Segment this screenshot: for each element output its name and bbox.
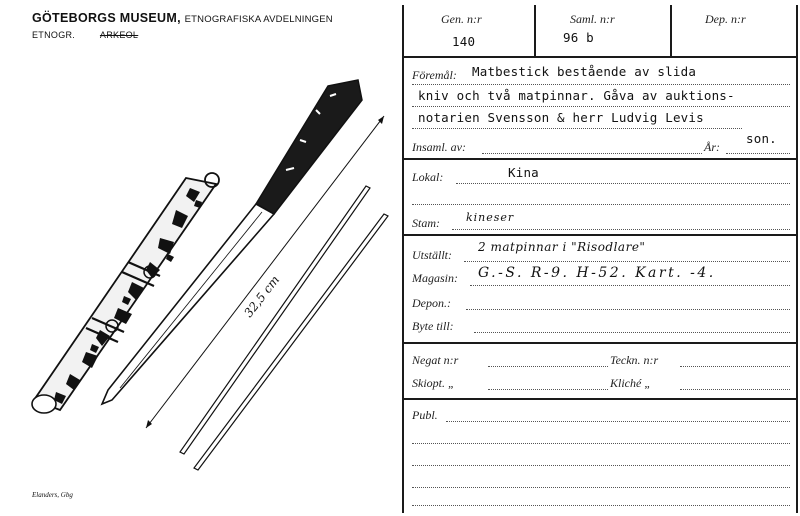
rule bbox=[464, 261, 790, 262]
gen-label: Gen. n:r bbox=[441, 12, 482, 26]
foremal-line-4: son. bbox=[746, 131, 777, 146]
lokal-label: Lokal: bbox=[412, 170, 444, 184]
card-border-left bbox=[402, 5, 404, 513]
utstallt-value: 2 matpinnar i "Risodlare" bbox=[478, 240, 646, 254]
stam-value: kineser bbox=[466, 211, 515, 224]
stam-label: Stam: bbox=[412, 216, 440, 230]
skiopt-label: Skiopt. „ bbox=[412, 376, 455, 390]
rule bbox=[680, 389, 790, 390]
kliche-label: Kliché „ bbox=[610, 376, 651, 390]
rule bbox=[452, 229, 790, 230]
knife-drawing bbox=[102, 80, 362, 404]
negat-label: Negat n:r bbox=[412, 353, 459, 367]
teckn-label: Teckn. n:r bbox=[610, 353, 659, 367]
lokal-value: Kina bbox=[508, 165, 539, 180]
chopsticks-drawing bbox=[180, 186, 388, 470]
depon-label: Depon.: bbox=[412, 296, 451, 310]
rule bbox=[412, 443, 790, 444]
rule bbox=[456, 183, 790, 184]
utstallt-label: Utställt: bbox=[412, 248, 453, 262]
foremal-line-1: Matbestick bestående av slida bbox=[472, 64, 697, 79]
foremal-label: Föremål: bbox=[412, 68, 457, 82]
rule bbox=[488, 366, 608, 367]
publ-label: Publ. bbox=[412, 408, 438, 422]
rule bbox=[412, 106, 790, 107]
rule bbox=[680, 366, 790, 367]
department-struck: ARKEOL bbox=[99, 30, 139, 40]
ar-label: År: bbox=[704, 140, 720, 154]
gen-divider bbox=[534, 5, 536, 57]
rule bbox=[412, 84, 790, 85]
rule bbox=[482, 153, 702, 154]
rule bbox=[488, 389, 608, 390]
museum-name: GÖTEBORGS MUSEUM, bbox=[32, 11, 181, 25]
rule-1 bbox=[402, 158, 798, 160]
magasin-label: Magasin: bbox=[412, 271, 458, 285]
saml-divider bbox=[670, 5, 672, 57]
rule-3 bbox=[402, 342, 798, 344]
rule-4 bbox=[402, 398, 798, 400]
rule bbox=[412, 204, 790, 205]
foremal-line-2: kniv och två matpinnar. Gåva av auktions- bbox=[418, 88, 735, 103]
rule bbox=[474, 332, 790, 333]
rule bbox=[412, 487, 790, 488]
saml-value: 96 b bbox=[563, 30, 594, 45]
rule bbox=[412, 505, 790, 506]
card-border-right bbox=[796, 5, 798, 513]
header-rule bbox=[402, 56, 798, 58]
department-name: ETNOGRAFISKA AVDELNINGEN bbox=[184, 14, 333, 25]
rule bbox=[726, 153, 790, 154]
byte-label: Byte till: bbox=[412, 319, 454, 333]
rule bbox=[412, 465, 790, 466]
rule-2 bbox=[402, 234, 798, 236]
printer-mark: Elanders, Gbg bbox=[32, 491, 73, 499]
saml-label: Saml. n:r bbox=[570, 12, 615, 26]
dep-label: Dep. n:r bbox=[705, 12, 746, 26]
magasin-value: G.-S. R-9. H-52. Kart. -4. bbox=[478, 265, 716, 281]
rule bbox=[466, 309, 790, 310]
rule bbox=[446, 421, 790, 422]
gen-value: 140 bbox=[452, 34, 476, 49]
measurement-label: 32,5 cm bbox=[241, 272, 283, 320]
department-prefix: ETNOGR. bbox=[32, 30, 76, 40]
insaml-label: Insaml. av: bbox=[412, 140, 466, 154]
foremal-line-3: notarien Svensson & herr Ludvig Levis bbox=[418, 110, 704, 125]
rule bbox=[470, 285, 790, 286]
rule bbox=[412, 128, 742, 129]
